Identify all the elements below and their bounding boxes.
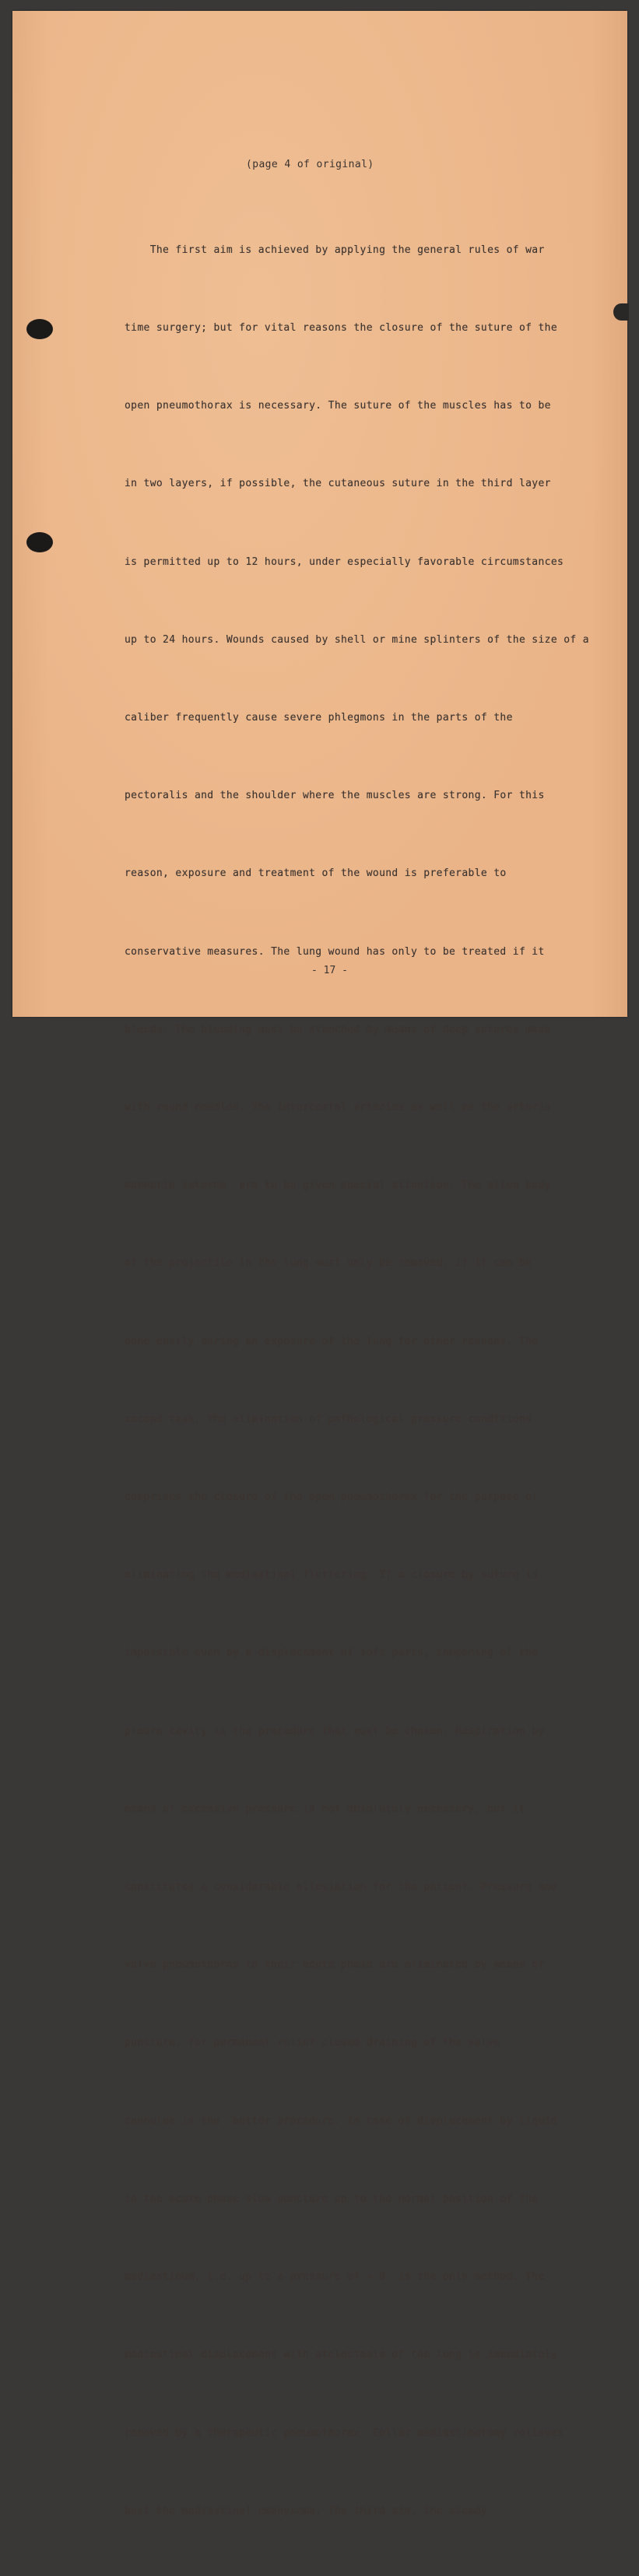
text-line: second task, the elimination of pathological pressure conditions [125,1413,532,1425]
text-line: cannulae is the better procedure. In case of displacement by liquid [125,2115,558,2127]
text-line: puncture, for permanent relief closed draining of the valve [125,2037,500,2049]
document-page [12,11,627,2517]
text-line: bleeds. The bleeding must be stanched by means of deep sutures made [125,1023,551,1036]
text-line: impossible even by a displacement of soft parts, tamponing of the [125,1647,539,1660]
text-line: best the mediastinal emphysema. The third aim, the steady [125,2504,488,2517]
punch-hole-upper [26,319,53,339]
text-line: eliminating the mediastinal fluttering. If a closure by suture is [125,1569,539,1582]
text-line: removed by a therapeutic pneumothorax. Collar mediastinotomy relieves [125,2427,564,2439]
text-line: means of excessive pressure is not absolutely necessary, but it [125,1803,526,1815]
text-line: open pneumothorax is necessary. The suture of the muscles has to be [125,400,551,412]
page-header: (page 4 of original) [246,159,374,170]
text-line: in the acute phase slow puncture up to the normal position of the [125,2192,539,2205]
text-line: caliber frequently cause severe phlegmons in the parts of the [125,712,513,724]
text-line: The first aim is achieved by applying the general rules of war [125,244,545,256]
text-line: conservative measures. The lung wound has only to be treated if it [125,945,545,958]
text-line: mediastinal displacement with atelectasis of the lung is immediately [125,2349,558,2361]
text-line: up to 24 hours. Wounds caused by shell or mine splinters of the size of a [125,633,589,646]
text-line: done easily during an exposure of the lung for other reasons. The [125,1335,539,1348]
text-line: mammaria interna are to be given special attention. The alien body [125,1179,551,1192]
text-line: valve pneumothorax in their acute phase are eliminated by means of [125,1959,545,1971]
edge-notch [613,303,629,321]
text-line: constitutes a considerable alleviation for the patient. Pressure and [125,1881,558,1894]
text-line: reason, exposure and treatment of the wound is preferable to [125,867,507,880]
text-line: mediastinum, i.e. up to a pressure of + 0 is the only method. The [125,2271,545,2283]
punch-hole-lower [26,532,53,552]
text-line: comprises the closure of the open pneumothorax for the purpose of [125,1491,539,1504]
text-line: pectoralis and the shoulder where the muscles are strong. For this [125,790,545,802]
text-line: time surgery; but for vital reasons the closure of the suture of the [125,322,558,335]
text-line: is permitted up to 12 hours, under especially favorable circumstances [125,556,564,568]
page-number: - 17 - [311,965,348,976]
body-text [125,185,615,2576]
text-line: with round needles. The intercostal arteries as well as the arteria [125,1102,551,1114]
text-line: pleura cavity is the procedure that must be chosen. Respiration by [125,1725,545,1737]
text-line: of the projectile in the lung must only be removed, if it can be [125,1257,532,1270]
text-line: in two layers, if possible, the cutaneous suture in the third layer [125,478,551,490]
